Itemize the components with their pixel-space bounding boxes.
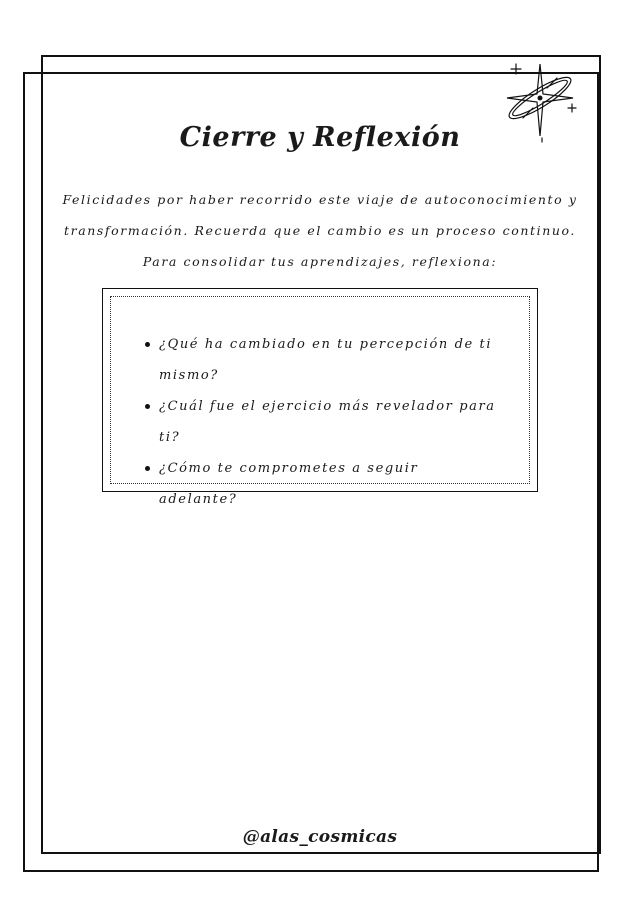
question-item (141, 329, 501, 391)
question-text: ¿Cuál fue el ejercicio más revelador para ti? (159, 399, 496, 445)
question-text: ¿Qué ha cambiado en tu percepción de ti mismo? (159, 337, 493, 383)
intro-paragraph: Felicidades por haber recorrido este viaje de autoconocimiento y transformación. Recuerda que el cambio es un proceso continuo. Para consolidar tus aprendizajes, reflexiona: (62, 192, 578, 269)
bullet-icon (145, 404, 150, 409)
page-title: Cierre y Reflexión (179, 122, 461, 153)
question-item (141, 391, 501, 453)
bullet-icon (145, 342, 150, 347)
reflection-box (102, 288, 538, 507)
bullet-icon (145, 466, 150, 471)
question-item (141, 453, 501, 515)
social-handle: @alas_cosmicas (242, 827, 398, 847)
reflection-questions (141, 329, 501, 515)
question-text: ¿Cómo te comprometes a seguir adelante? (159, 461, 419, 507)
